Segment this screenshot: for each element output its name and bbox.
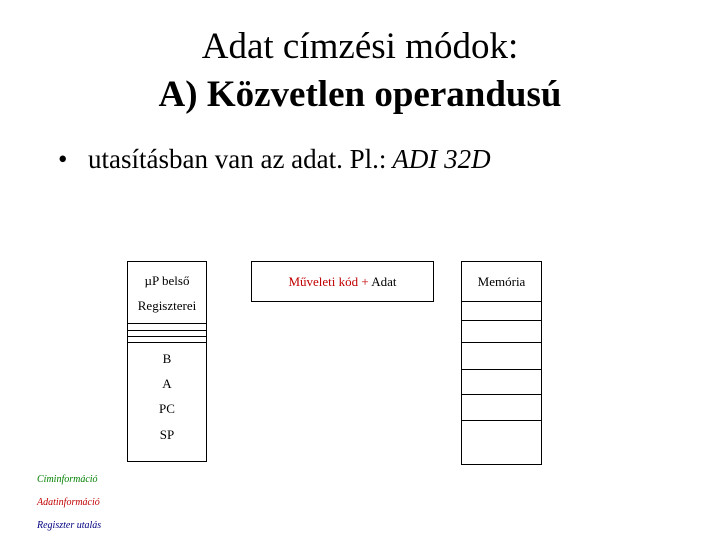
memory-cell-divider [462, 320, 541, 321]
legend-address-info: Címinformáció [37, 474, 98, 485]
slide-title-line2: A) Közvetlen operandusú [158, 74, 562, 115]
legend-register-ref: Regiszter utalás [37, 520, 102, 531]
memory-cell-divider [462, 394, 541, 395]
register-divider [128, 342, 206, 343]
memory-cell-divider [462, 369, 541, 370]
memory-cell-divider [462, 342, 541, 343]
instruction-separator: + [358, 274, 372, 289]
register-header-line1: µP belső [144, 273, 190, 288]
register-divider [128, 330, 206, 331]
register-row-a: A [162, 376, 172, 391]
legend-data-info: Adatinformáció [37, 497, 100, 508]
instruction-label [252, 274, 433, 290]
memory-cell-divider [462, 301, 541, 302]
bullet-item [58, 142, 491, 176]
register-row-b: B [162, 351, 172, 366]
bullet-text: utasításban van az adat. Pl.: [88, 144, 387, 174]
data-label: Adat [371, 274, 397, 289]
bullet-example: ADI 32D [392, 144, 491, 174]
memory-label: Memória [477, 274, 526, 289]
register-box [127, 261, 207, 462]
memory-cell-divider [462, 420, 541, 421]
register-header-line2: Regiszterei [137, 298, 197, 313]
register-row-pc: PC [159, 401, 175, 416]
register-divider [128, 323, 206, 324]
register-row-sp: SP [159, 427, 175, 442]
register-divider [128, 336, 206, 337]
slide-title-line1: Adat címzési módok: [201, 26, 519, 67]
opcode-label: Műveleti kód [288, 274, 359, 289]
bullet-marker: • [58, 144, 68, 174]
memory-box [461, 261, 542, 465]
instruction-box [251, 261, 434, 302]
